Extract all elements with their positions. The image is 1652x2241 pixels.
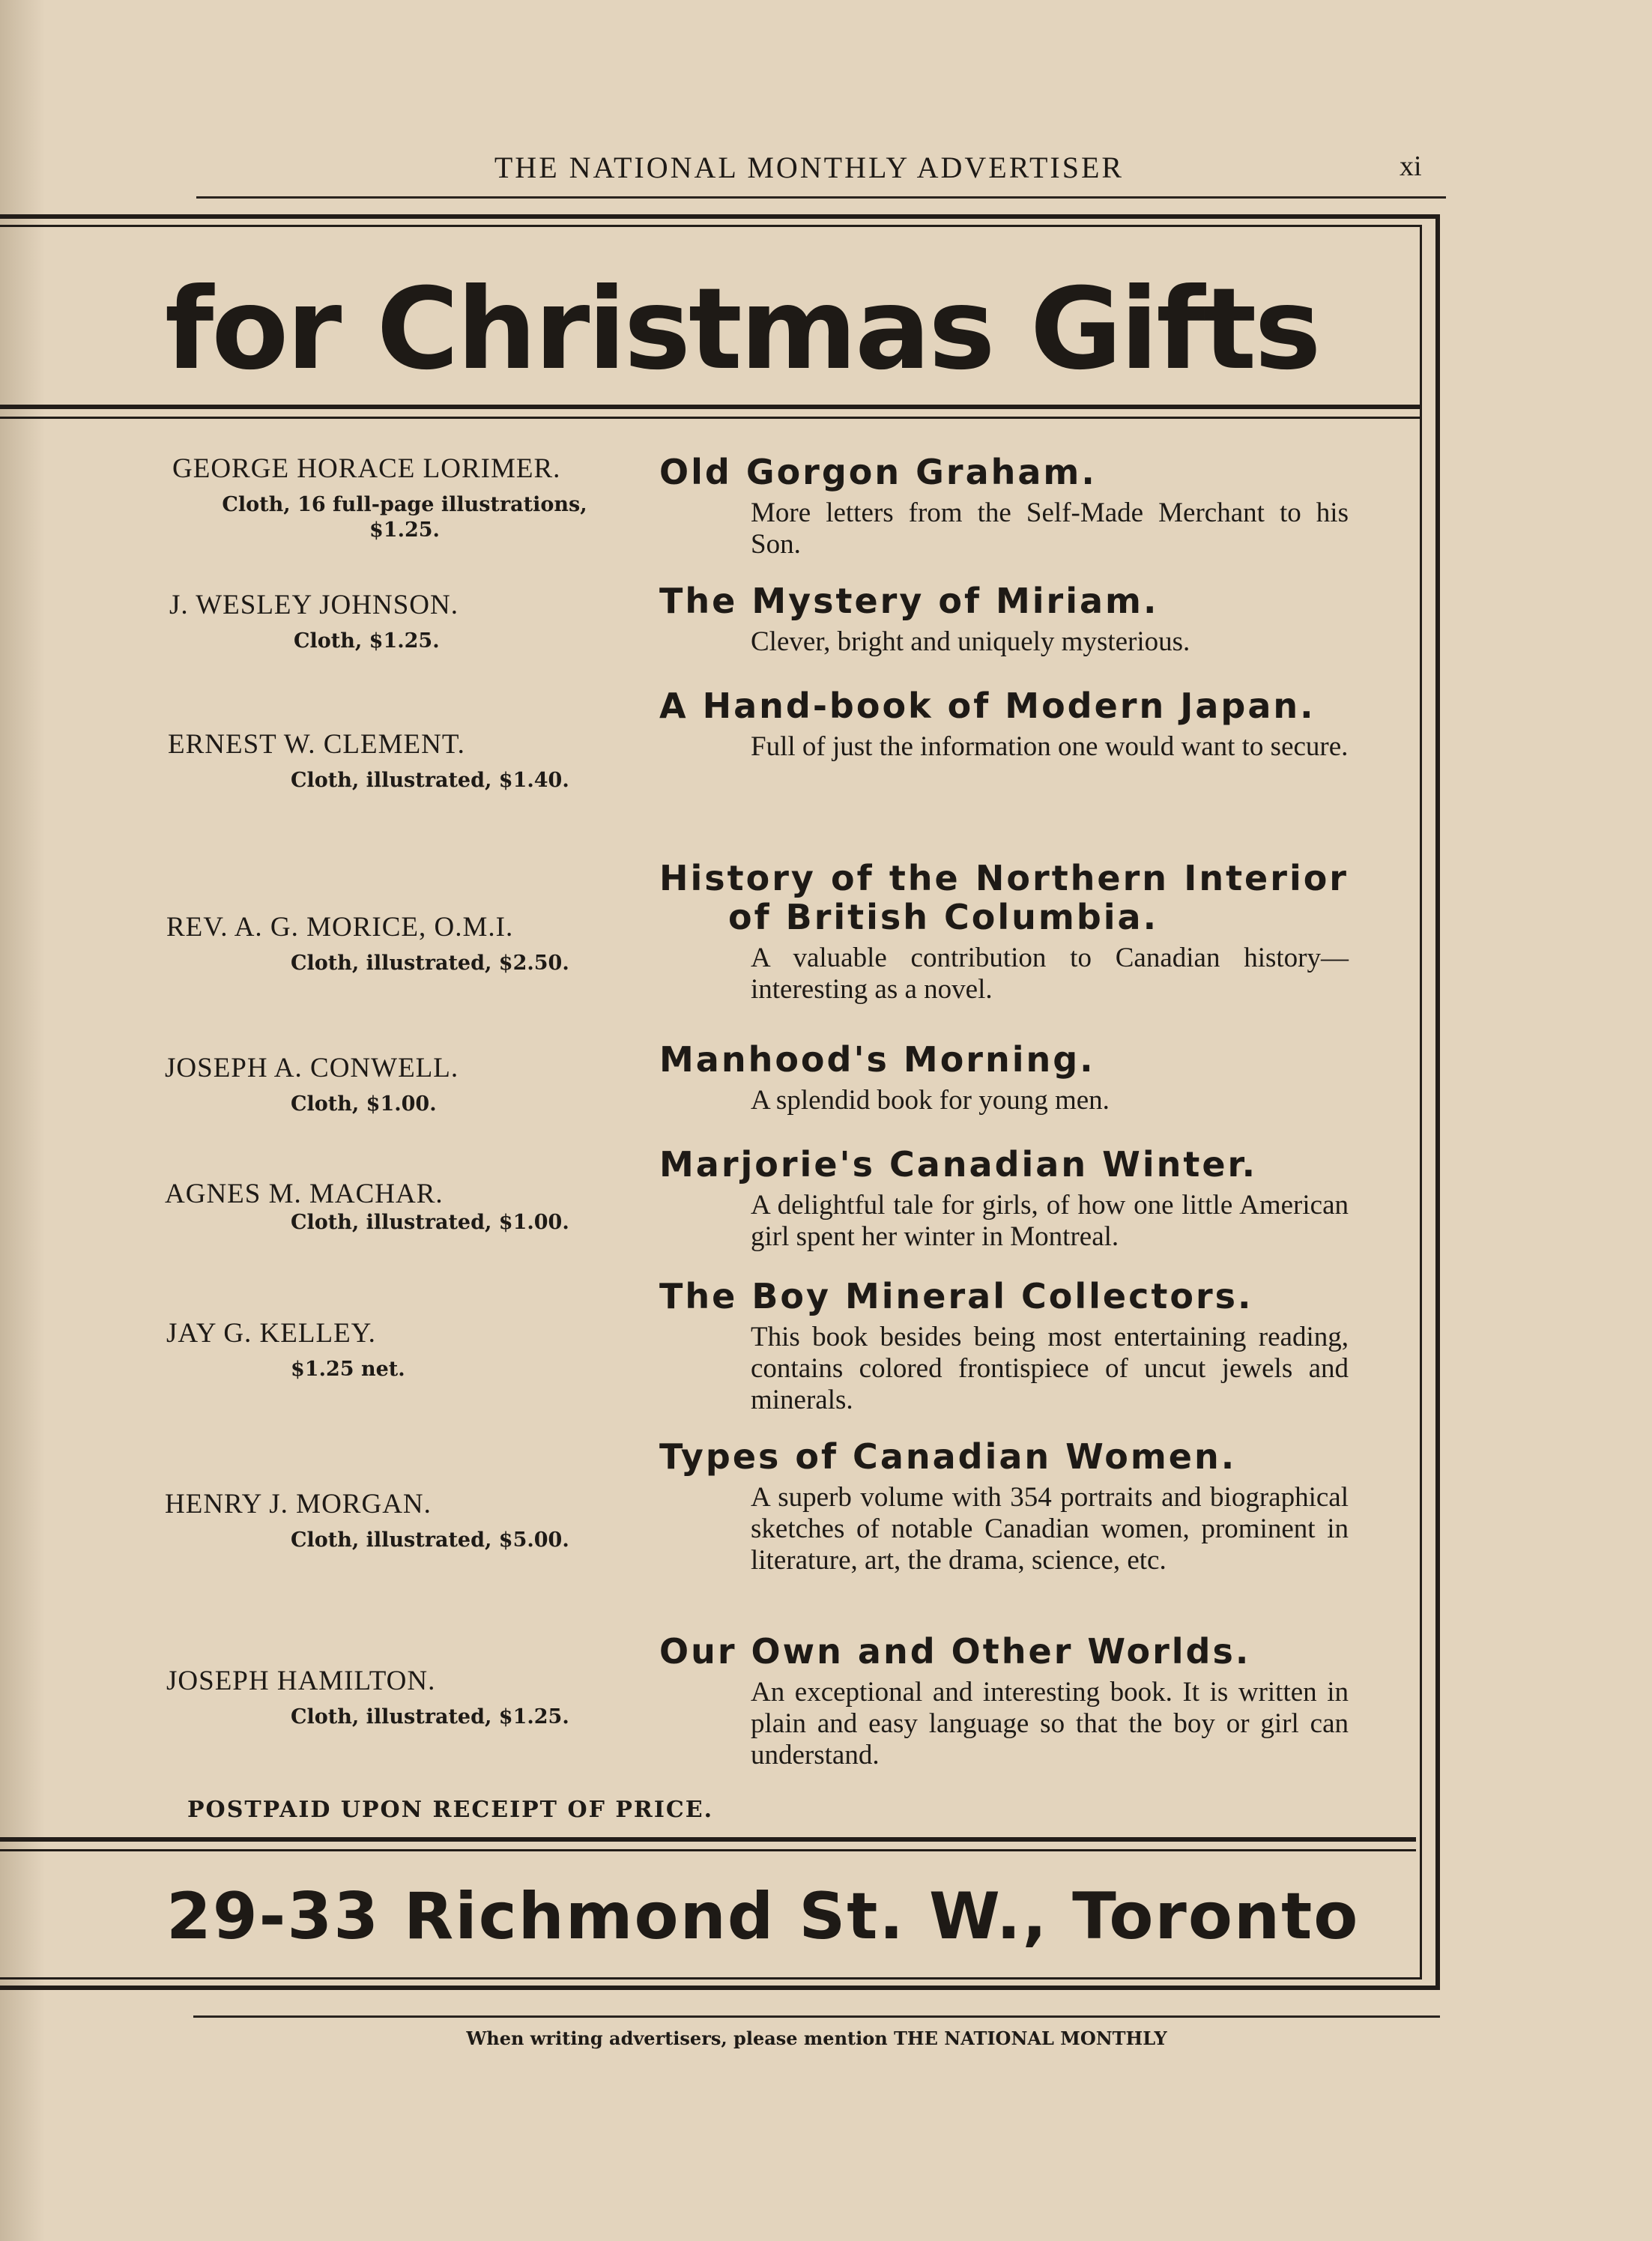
book-description: Full of just the information one would want to secure. xyxy=(751,731,1349,762)
edition-price: Cloth, illustrated, $1.25. xyxy=(291,1705,569,1729)
author-entry xyxy=(165,1052,644,1117)
author-name: GEORGE HORACE LORIMER. xyxy=(172,453,561,484)
book-title: Our Own and Other Worlds. xyxy=(659,1631,1251,1672)
book-description: A splendid book for young men. xyxy=(751,1085,1110,1116)
book-listing xyxy=(659,1145,1349,1253)
book-title: The Boy Mineral Collectors. xyxy=(659,1276,1253,1316)
edition-price: Cloth, illustrated, $1.00. xyxy=(291,1211,569,1234)
headline-rule-thin xyxy=(0,417,1422,419)
edition-price: Cloth, illustrated, $5.00. xyxy=(291,1528,569,1552)
ad-headline: for Christmas Gifts xyxy=(165,264,1319,395)
edition-price: $1.25 net. xyxy=(291,1358,405,1381)
book-description: A delightful tale for girls, of how one little American girl spent her winter in Montreal. xyxy=(751,1190,1349,1252)
book-listing xyxy=(659,859,1349,1005)
book-description: A valuable contribution to Canadian history—interesting as a novel. xyxy=(751,943,1349,1005)
book-listing xyxy=(659,1632,1349,1771)
book-title: Marjorie's Canadian Winter. xyxy=(659,1144,1258,1185)
address-rule-thin xyxy=(0,1849,1416,1851)
author-name: JOSEPH A. CONWELL. xyxy=(165,1053,459,1083)
author-name: JOSEPH HAMILTON. xyxy=(166,1666,436,1696)
author-name: REV. A. G. MORICE, O.M.I. xyxy=(166,912,514,943)
postpaid-note: POSTPAID UPON RECEIPT OF PRICE. xyxy=(187,1797,714,1823)
running-title: THE NATIONAL MONTHLY ADVERTISER xyxy=(494,151,1125,184)
author-name: HENRY J. MORGAN. xyxy=(165,1489,432,1519)
publisher-address: 29-33 Richmond St. W., Toronto xyxy=(166,1879,1360,1954)
author-entry xyxy=(166,1665,646,1730)
edition-price: Cloth, 16 full-page illustrations, $1.25. xyxy=(222,493,587,542)
book-description: A superb volume with 354 portraits and biographical sketches of notable Canadian women, prominent in literature, art, the drama, science, etc. xyxy=(751,1482,1349,1576)
book-listing xyxy=(659,686,1349,763)
book-title: Manhood's Morning. xyxy=(659,1039,1095,1080)
author-entry xyxy=(166,911,646,976)
book-title: Types of Canadian Women. xyxy=(659,1436,1237,1477)
book-listing xyxy=(659,453,1349,560)
author-entry xyxy=(165,1178,644,1236)
book-description: This book besides being most entertaining reading, contains colored frontispiece of uncut jewels and minerals. xyxy=(751,1322,1349,1415)
book-description: More letters from the Self-Made Merchant to his Son. xyxy=(751,498,1349,560)
header-rule xyxy=(196,196,1446,199)
book-description: Clever, bright and uniquely mysterious. xyxy=(751,626,1190,657)
headline-rule-thick xyxy=(0,405,1422,409)
author-entry xyxy=(169,589,649,654)
book-title: A Hand-book of Modern Japan. xyxy=(659,686,1316,726)
edition-price: Cloth, illustrated, $2.50. xyxy=(291,952,569,975)
book-title: History of the Northern Interior of British Columbia. xyxy=(659,858,1349,937)
author-name: J. WESLEY JOHNSON. xyxy=(169,590,459,620)
author-name: JAY G. KELLEY. xyxy=(166,1318,376,1349)
book-title: The Mystery of Miriam. xyxy=(659,581,1159,621)
footer-rule xyxy=(193,2015,1440,2018)
book-description: An exceptional and interesting book. It is written in plain and easy language so that the boy or girl can understand. xyxy=(751,1677,1349,1770)
author-entry xyxy=(165,1488,644,1553)
address-rule-thick xyxy=(0,1837,1416,1842)
author-name: AGNES M. MACHAR. xyxy=(165,1179,444,1209)
book-listing xyxy=(659,1040,1349,1116)
author-entry xyxy=(168,728,647,793)
book-listing xyxy=(659,1277,1349,1416)
page-number: xi xyxy=(1400,151,1422,182)
book-listing xyxy=(659,581,1349,658)
book-title: Old Gorgon Graham. xyxy=(659,452,1097,492)
edition-price: Cloth, $1.00. xyxy=(291,1092,437,1116)
book-listing xyxy=(659,1437,1349,1576)
footer-note: When writing advertisers, please mention THE NATIONAL MONTHLY xyxy=(466,2027,1167,2049)
author-name: ERNEST W. CLEMENT. xyxy=(168,729,465,760)
edition-price: Cloth, illustrated, $1.40. xyxy=(291,769,569,792)
author-entry xyxy=(172,453,652,543)
edition-price: Cloth, $1.25. xyxy=(294,629,440,653)
author-entry xyxy=(166,1317,646,1382)
